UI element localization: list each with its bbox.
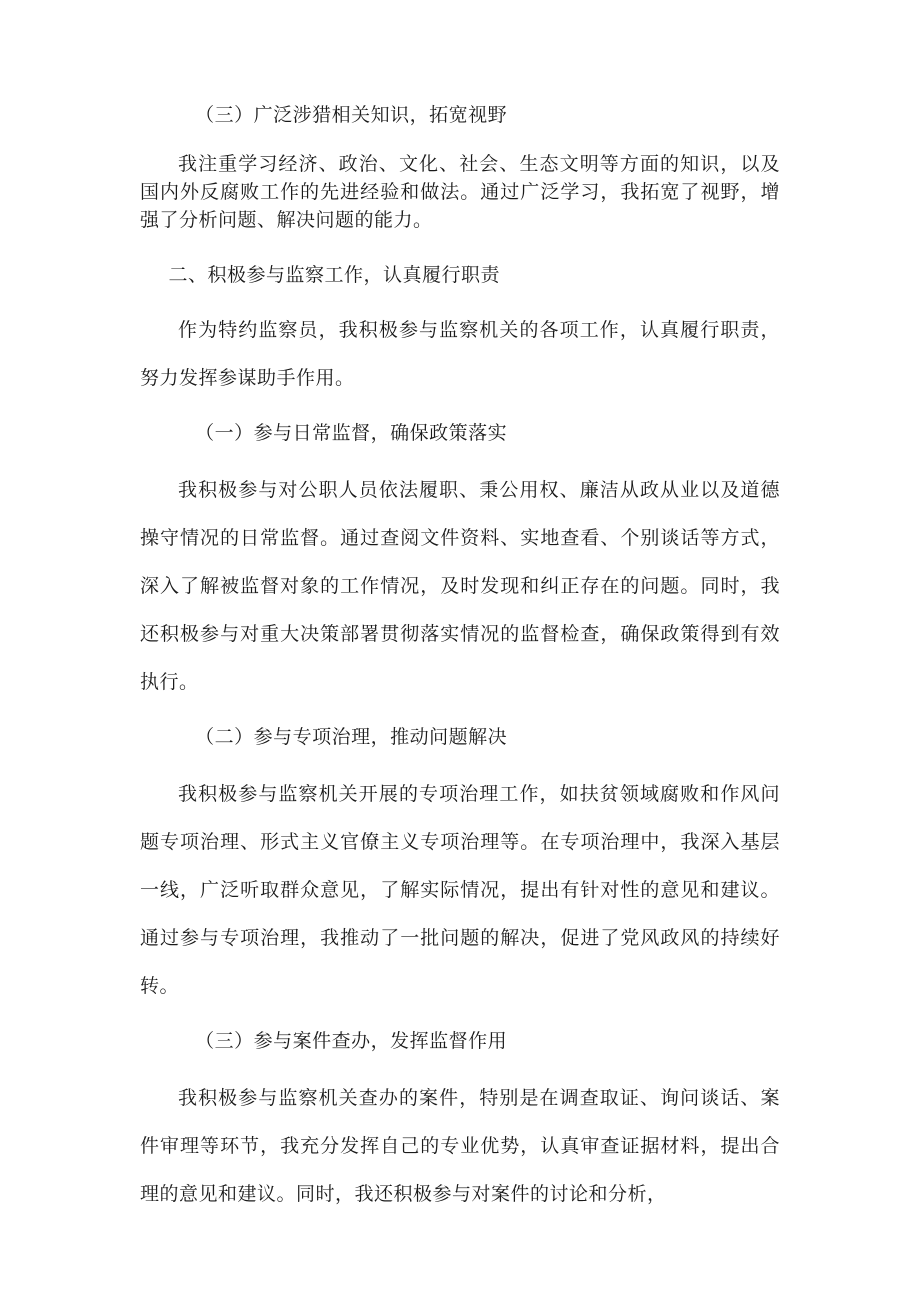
paragraph-broad-learning: 我注重学习经济、政治、文化、社会、生态文明等方面的知识，以及国内外反腐败工作的先进经验和做法。通过广泛学习，我拓宽了视野，增强了分析问题、解决问题的能力。 <box>140 153 780 231</box>
chapter-heading-supervision-work: 二、积极参与监察工作，认真履行职责 <box>168 264 501 286</box>
paragraph-case-handling: 我积极参与监察机关查办的案件，特别是在调查取证、询问谈话、案件审理等环节，我充分发挥自己的专业优势，认真审查证据材料，提出合理的意见和建议。同时，我还积极参与对案件的讨论和分析， <box>140 1087 780 1205</box>
section-heading-case-handling: （三）参与案件查办，发挥监督作用 <box>195 1030 508 1052</box>
section-heading-daily-supervision: （一）参与日常监督，确保政策落实 <box>195 422 508 444</box>
paragraph-daily-supervision: 我积极参与对公职人员依法履职、秉公用权、廉洁从政从业以及道德操守情况的日常监督。通过查阅文件资料、实地查看、个别谈话等方式，深入了解被监督对象的工作情况，及时发现和纠正存在的问题。同时，我还积极参与对重大决策部署贯彻落实情况的监督检查，确保政策得到有效执行。 <box>140 479 780 693</box>
section-heading-special-governance: （二）参与专项治理，推动问题解决 <box>195 726 508 748</box>
section-heading-broaden-knowledge: （三）广泛涉猎相关知识，拓宽视野 <box>195 104 508 126</box>
paragraph-special-governance: 我积极参与监察机关开展的专项治理工作，如扶贫领域腐败和作风问题专项治理、形式主义官僚主义专项治理等。在专项治理中，我深入基层一线，广泛听取群众意见，了解实际情况，提出有针对性的意见和建议。通过参与专项治理，我推动了一批问题的解决，促进了党风政风的持续好转。 <box>140 783 780 997</box>
paragraph-special-supervisor-role: 作为特约监察员，我积极参与监察机关的各项工作，认真履行职责，努力发挥参谋助手作用。 <box>140 319 780 389</box>
